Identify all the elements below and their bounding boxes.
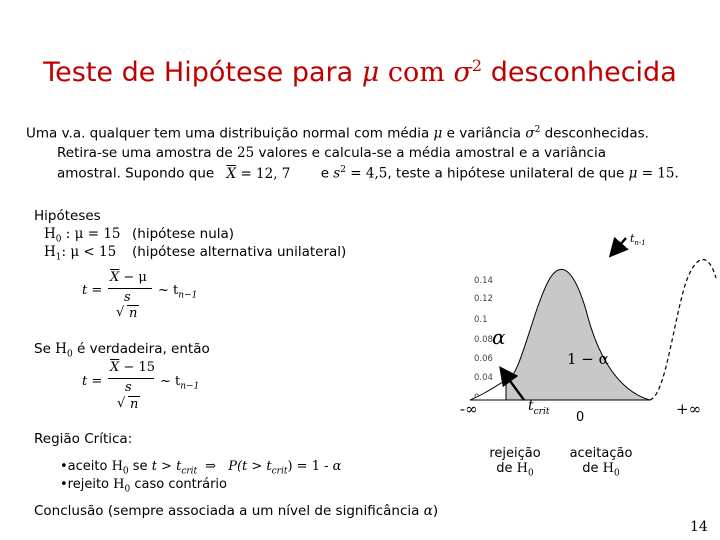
hypotheses-heading: Hipóteses [34, 208, 101, 224]
h1-expression: $H_1$: μ < 15 [44, 244, 117, 263]
if-h0-true-text: Se $H_0$ é verdadeira, então [34, 341, 210, 360]
intro-line-2: Retira-se uma amostra de 25 valores e calcula-se a média amostral e a variância [57, 145, 606, 161]
alpha-label: α [492, 325, 506, 349]
acceptance-area [506, 269, 650, 400]
neg-infinity-label: -∞ [460, 400, 478, 418]
one-minus-alpha-label: 1 − α [567, 350, 609, 368]
distribution-label: $t_{n-1}$ [630, 232, 646, 247]
h0-description: (hipótese nula) [132, 226, 235, 242]
reject-rule: •rejeito $H_0$ caso contrário [60, 477, 227, 495]
critical-region-heading: Região Crítica: [34, 431, 133, 447]
h0-expression: $H_0$ : μ = 15 [44, 226, 121, 245]
intro-line-3: amostral. Supondo que $\overline{X} = 12$, 7 e $s^2 = 4,5$, teste a hipótese unilateral de que μ = 15. [57, 165, 679, 182]
accept-rule: •aceito $H_0$ se $t > t_{crit}$ ⇒ $P(t > t_{crit}) = 1 - \alpha$ [60, 459, 342, 477]
tick-label: 0.06 [474, 354, 493, 364]
test-statistic-h0-formula: t = $\overline{X} - 15$ s √ n ~ $t_{n-1}$ [82, 360, 200, 412]
zero-label: 0 [576, 410, 585, 425]
test-statistic-formula: t = $\overline{X} - \mu$ s √ n ~ $t_{n-1}$ [82, 270, 198, 321]
pos-infinity-label: +∞ [676, 400, 702, 418]
tick-label: 0.08 [474, 335, 493, 345]
tick-label: 0.14 [474, 276, 493, 286]
tick-label: 0.1 [474, 315, 488, 325]
slide-title: Teste de Hipótese para μ com $\sigma^2$ desconhecida [43, 56, 677, 88]
intro-line-1: Uma v.a. qualquer tem uma distribuição normal com média μ e variância $\sigma^2$ desconhecidas. [26, 125, 649, 142]
tick-label: 0.04 [474, 373, 493, 383]
dashed-curve [650, 260, 716, 400]
h1-description: (hipótese alternativa unilateral) [132, 244, 347, 260]
tn1-arrow [612, 238, 626, 254]
acceptance-region-label: aceitação de $H_0$ [569, 446, 633, 479]
page-number: 14 [690, 519, 708, 535]
rejection-region-label: rejeição de $H_0$ [489, 446, 541, 479]
conclusion-text: Conclusão (sempre associada a um nível de significância α) [34, 503, 439, 519]
tick-label: 0.12 [474, 294, 493, 304]
tcrit-label: $t_{crit}$ [528, 398, 550, 417]
